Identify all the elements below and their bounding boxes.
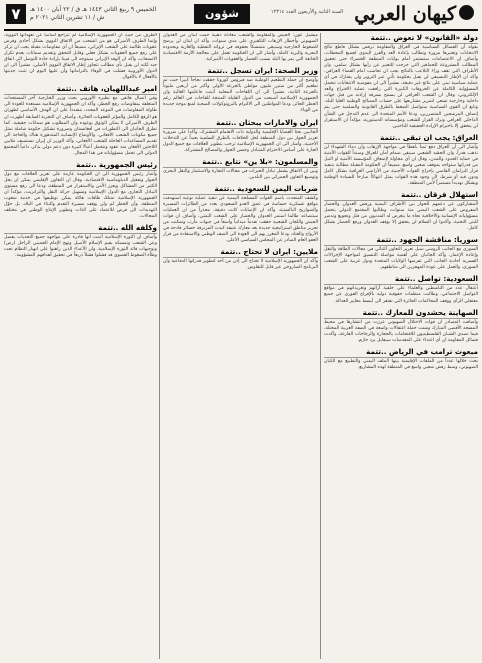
- article: [163, 184, 318, 244]
- article-headline[interactable]: استهلال فرقان ..تتمة: [324, 190, 478, 201]
- article: [163, 118, 318, 154]
- article-body: السوري مع الجانب الروسي سبل تعزيز التعاون الثنائي في مجالات الطاقة والنقل وإعادة الإعمار، وأكد الجانبان على أهمية مواصلة التنسيق لمواجهة الإجراءات القسرية أحادية الجانب التي تفرضها الولايات المتحدة ودول غربية على الشعب السوري، والعمل على عودة المهجرين الى مناطقهم.: [324, 247, 478, 271]
- article-headline[interactable]: ملايين: ايران لا تحتاج ..تتمة: [163, 247, 318, 258]
- article-body: الجانبين بحثا القضايا الإقليمية والدولية ذات الاهتمام المشترك، وأكدا على ضرورة تعزيز الحوار بين دول المنطقة لحل الخلافات بالطرق السلمية بعيداً عن التدخلات الأجنبية، وأشار الى ان الجمهورية الإسلامية ترحب بتطوير العلاقات مع جميع الدول الجارة على أساس الاحترام المتبادل وحسن الجوار والمصالح المشتركة.: [163, 129, 318, 153]
- article-headline[interactable]: دولة «القانون» لا تعوض ..تتمة: [324, 33, 478, 44]
- article-body: وأضافت المصادر ان قوات الاحتلال الصهيوني عززت من انتشارها في محيط المسجد الأقصى المبارك وشنت حملة اعتقالات واسعة في الضفة الغربية المحتلة، فيما تصدى الشبان الفلسطينيون للاقتحامات بالحجارة والزجاجات الفارغة، وأكدت فصائل المقاومة ان أي اعتداء على المقدسات سيقابل برد حازم.: [324, 319, 478, 343]
- article-headline[interactable]: وزير الصحة: ايران تسجل ..تتمة: [163, 66, 318, 77]
- article: [324, 347, 478, 371]
- article-headline[interactable]: مبعوث ترامب في الرياض ..تتمة: [324, 347, 478, 358]
- article: [163, 247, 318, 271]
- article-headline[interactable]: والمسلمون: «بلا ين» نتابع ..تتمة: [163, 157, 318, 168]
- article-body: وأشار الى أن العراق دفع ثمناً باهظاً في مواجهة الإرهاب وان دماء الشهداء لن تذهب هدراً، وان الحشد الشعبي سيبقى صمام أمان للعراق وسنداً للقوات الأمنية في حماية الحدود والمدن، وقال ان أي محاولة لإضعاف المؤسسة الأمنية او النيل من قدراتها ستواجه بموقف شعبي واسع، مضيفاً ان الحكومة المقبلة مطالبة بتنفيذ قرار البرلمان القاضي بإخراج القوات الأجنبية من الأراضي العراقية بشكل كامل ودون قيد أو شرط، لأن وجود هذه القوات يمثل انتهاكاً صارخاً للسيادة الوطنية ويشكل تهديداً مستمراً لأمن المنطقة.: [324, 144, 478, 186]
- masthead: [4, 3, 478, 31]
- column-middle: [163, 33, 318, 659]
- article-body: وفي اتصال هاتفي مع نظيره الأوروبي بحث وزير الخارجية آخر المستجدات المتعلقة بمفاوضات رفع الحظر، وأكد ان الجمهورية الإسلامية مستعدة للعودة الى طاولة المفاوضات في الموعد المحدد، مشدداً على ان الهدف الأساسي لطهران هو الرفع الكامل والمؤثر للعقوبات الجائرة، وأضاف ان التجربة السابقة أظهرت ان الطرف الأميركي لا يمكن الوثوق بوعوده وان المطلوب هو ضمانات حقيقية، كما تطرق الجانبان الى التطورات في أفغانستان وضرورة تشكيل حكومة شاملة تمثل جميع مكونات الشعب الأفغاني، والأوضاع الإنسانية المتدهورة هناك والحاجة الى تقديم المساعدات العاجلة للشعب الأفغاني، وأكد الوزير ان إيران تستضيف ملايين اللاجئين الأفغان منذ عقود وتتحمل أعباءً كبيرة دون دعم دولي يذكر، داعياً المجتمع الدولي الى تحمل مسؤولياته في هذا المجال.: [4, 96, 157, 156]
- column-right: [324, 33, 478, 659]
- article: [324, 33, 478, 130]
- article-body: بحث خلالها عدداً من الملفات الإقليمية بينها الملف اليمني والتطبيع مع الكيان الصهيوني، وسط رفض شعبي واسع في المنطقة لهذه المشاريع.: [324, 358, 478, 370]
- article: [163, 157, 318, 181]
- article: [324, 133, 478, 187]
- article-body: المشاركون عن دعمهم للحوار بين الأطراف اليمنية ورفض العدوان والحصار المفروض على الشعب اليمني منذ سنوات، وطالبوا المجتمع الدولي بتحمل مسؤولياته الإنسانية والأخلاقية تجاه ما يتعرض له المدنيون من قتل وتجويع وتدمير للبنى التحتية، وأكدوا ان السلام لن يتحقق إلا بوقف العدوان ورفع الحصار بشكل كامل.: [324, 201, 478, 232]
- article: [324, 235, 478, 271]
- article: [324, 274, 478, 304]
- article-headline[interactable]: سوريا: مناقشة الجهود ..تتمة: [324, 235, 478, 246]
- article: [4, 33, 157, 81]
- section-title: شؤون: [194, 4, 250, 24]
- page-number: ٧: [6, 4, 26, 24]
- article-body: وأشار رئيس الجمهورية الى ان الحكومة عازمة على تعزيز العلاقات مع دول الجوار وتفعيل الدبلوماسية الاقتصادية، وقال ان التعاون الإقليمي يمكن ان يحل الكثير من المشاكل ويعزز الأمن والاستقرار في المنطقة، ودعا الى رفع مستوى التبادل التجاري مع الدول الإسلامية وتسهيل حركة النقل والترانزيت، مؤكداً ان الجمهورية الإسلامية تمتلك طاقات هائلة يمكن توظيفها في خدمة شعوب المنطقة، وأن الحظر لم ولن يوقف مسيرة التقدم والبناء في البلاد، بل حوّل التهديدات الى فرص للاعتماد على الذات وتطوير الإنتاج الوطني في مختلف المجالات.: [4, 171, 157, 220]
- column-divider: [159, 33, 160, 659]
- globe-icon: [459, 5, 474, 20]
- article-headline[interactable]: الصهاينة يحشدون للمعارك ..تتمة: [324, 308, 478, 319]
- article: [163, 66, 318, 114]
- article-headline[interactable]: ايران والامارات يبحثان ..تتمة: [163, 118, 318, 129]
- article-body: الطرف من حيث ان الجمهورية الإسلامية لم تتراجع اساساً عن تعهداتها النووية، وإنما الطرف الأميركي هو من انسحب من الاتفاق النووي بشكل أحادي وفرض عقوبات ظالمة على الشعب الإيراني، مضيفاً ان أي مفاوضات مقبلة يجب ان تركز على رفع جميع العقوبات بشكل فعلي وقابل للتحقق وتقديم ضمانات بعدم تكرار الانسحاب، وأكد ان الوفد الإيراني سيتوجه الى فيينا بإرادة جادة للتوصل الى اتفاق جيد لكنه لن يقبل بأي مطالب تتجاوز إطار الاتفاق النووي الأصلي، مشيراً الى ان الدول الأوروبية فشلت في الوفاء بالتزاماتها وأن عليها اليوم ان تثبت جديتها بالأفعال لا بالأقوال.: [4, 33, 157, 81]
- article-body: اعتقال عدد من الناشطين والعلماء على خلفية آرائهم وتغريداتهم في مواقع التواصل الاجتماعي، وطالبت منظمات حقوقية دولية بالإفراج الفوري عن جميع معتقلي الرأي ووقف المحاكمات الجائرة التي تفتقر الى أبسط معايير العدالة.: [324, 286, 478, 304]
- article: [4, 160, 157, 220]
- article-body: وأكد ان الجمهورية الإسلامية لا تحتاج الى إذن من أحد لتطوير قدراتها الدفاعية وان البرنامج الصاروخي غير قابل للتفاوض.: [163, 259, 318, 271]
- article-headline[interactable]: العراق: يجب ان تبقى ..تتمة: [324, 133, 478, 144]
- article-body: وكشف المتحدث باسم القوات المسلحة اليمنية عن تنفيذ عملية نوعية استهدفت مواقع عسكرية حساسة في عمق العدو السعودي بعدد من الطائرات المسيرة والصواريخ البالستية، وأكد ان الإصابات كانت دقيقة، محذراً من ان العمليات ستتصاعد طالما استمر العدوان والحصار على الشعب اليمني، وأضاف ان قوات الجيش واللجان الشعبية حققت تقدماً ميدانياً واسعاً في جبهات مأرب وتمكنت من تحرير مناطق استراتيجية جديدة بعد معارك عنيفة كبدت المرتزقة خسائر فادحة في الأرواح والعتاد، ودعا المغرر بهم الى العودة الى الصف الوطني والاستفادة من قرار العفو العام الصادر عن المجلس السياسي الأعلى.: [163, 195, 318, 244]
- article-headline[interactable]: رئيس الجمهورية ..تتمة: [4, 160, 157, 171]
- article-headline[interactable]: السعودية: تواصل ..تتمة: [324, 274, 478, 285]
- article-body: ميشيل عون: الجيش والمقاومة والشعب معادلة ذهبية حمت لبنان من العدوان الصهيوني وأخطار الإرهاب التكفيري على مدى سنوات، وأكد ان لبنان لن يرضخ للضغوط الخارجية وسيبقى متمسكاً بحقوقه في ثرواته النفطية والغازية وبحدوده البحرية والبرية كاملة، وأشار الى ان الحكومة تعمل على معالجة الأزمة الاقتصادية الخانقة التي يمر بها البلد بسبب الحصار والعقوبات الأميركية.: [163, 33, 318, 63]
- article-body: بقوله أن الفصائل السياسية في العراق والمقاومة ترفض بشكل قاطع نتائج الانتخابات وتعتبرها مزورة وتطالب بإعادة العد والفرز اليدوي لجميع المحطات، وأضاف ان الاعتصامات ستستمر أمام بوابات المنطقة الخضراء حتى تحقيق المطالب المشروعة للجماهير التي خرجت للتعبير عن رأيها بشكل سلمي، وان الأطراف التي تقف وراء التلاعب بالنتائج يجب ان تحاسب امام القضاء العراقي. وأكد ان الإطار التنسيقي لن يقبل بحكومة تأتي عبر التزوير ولن يشارك في أي عملية سياسية تبنى على نتائج غير دقيقة، مشيراً الى ان مفوضية الانتخابات تتحمل المسؤولية الكاملة عن الخروقات الكبيرة التي رافقت عملية الاقتراع والعد الإلكتروني، وقال ان الشعب العراقي لن يسمح بسرقة إرادته من قبل جهات داخلية وخارجية تسعى لتمرير مشاريعها على حساب المصالح الوطنية العليا للبلد. وتابع ان القوى السياسية ستواصل الضغط بالطرق القانونية والسلمية حتى يتم إنصاف المرشحين المتضررين، ودعا الأمم المتحدة الى عدم التدخل في الشأن الداخلي العراقي وترك القرار للشعب ومؤسساته الدستورية، مؤكداً ان الاستقرار لن يتحقق إلا باحترام الإرادة الحقيقية للناخبين.: [324, 45, 478, 129]
- article-body: وبين ان الاتفاق يشمل تبادل الخبرات في مجالات التجارة والاستثمار والنقل البحري وتوسيع التعاون الجمركي بين البلدين.: [163, 168, 318, 180]
- article: [4, 84, 157, 156]
- article-headline[interactable]: امير عبداللهيان، هاتف ..تتمة: [4, 84, 157, 95]
- column-divider: [320, 33, 321, 659]
- column-left: [4, 33, 157, 659]
- article: [324, 190, 478, 232]
- article: [163, 33, 318, 63]
- article-body: وأضاف ان الثورة الإسلامية أثبتت انها قادرة على مواجهة جميع التحديات بفضل وعي الشعب وتمسكه بقيم الإسلام الأصيل ونهج الإمام الخميني الراحل (رض) وتوجيهات قائد الثورة الإسلامية، وان الأعداء الذين راهنوا على انهيار النظام تحت وطأة الضغوط القصوى قد فشلوا فشلاً ذريعاً في تحقيق أهدافهم المشؤومة.: [4, 235, 157, 259]
- article-body: وأوضح ان حملة التطعيم الوطنية ضد فيروس كورونا حققت نجاحاً كبيراً حيث تم تطعيم أكثر من ستين مليون مواطن بالجرعة الأولى وأكثر من أربعين مليوناً بالجرعة الثانية، مشيراً الى ان اللقاحات المحلية أثبتت فاعليتها العالية وان الجمهورية الإسلامية أصبحت من الدول القليلة المنتجة للقاحات في العالم رغم الحظر الجائر، ودعا المواطنين الى الالتزام بالبروتوكولات الصحية لمنع موجة جديدة من الوباء.: [163, 78, 318, 114]
- article-headline[interactable]: وكلفه الله ..تتمة: [4, 223, 157, 234]
- dateline: الخميس ٩ ربيع الثاني ١٤٤٣ هـ ق / ٢٢ آبان ١٤٠٠ هـ ش / ١١ تشرين الثاني ٢٠٢١ م: [30, 6, 157, 21]
- columns: [4, 33, 478, 659]
- newspaper-logo: [354, 2, 474, 26]
- article-headline[interactable]: ضربات اليمن للسعودية ..تتمة: [163, 184, 318, 195]
- article: [4, 223, 157, 259]
- newspaper-name: كيهان العربي: [354, 3, 456, 25]
- issue-line: السنة الثانية والأربعون العدد ١٢٣١٤: [270, 9, 344, 15]
- article: [324, 308, 478, 344]
